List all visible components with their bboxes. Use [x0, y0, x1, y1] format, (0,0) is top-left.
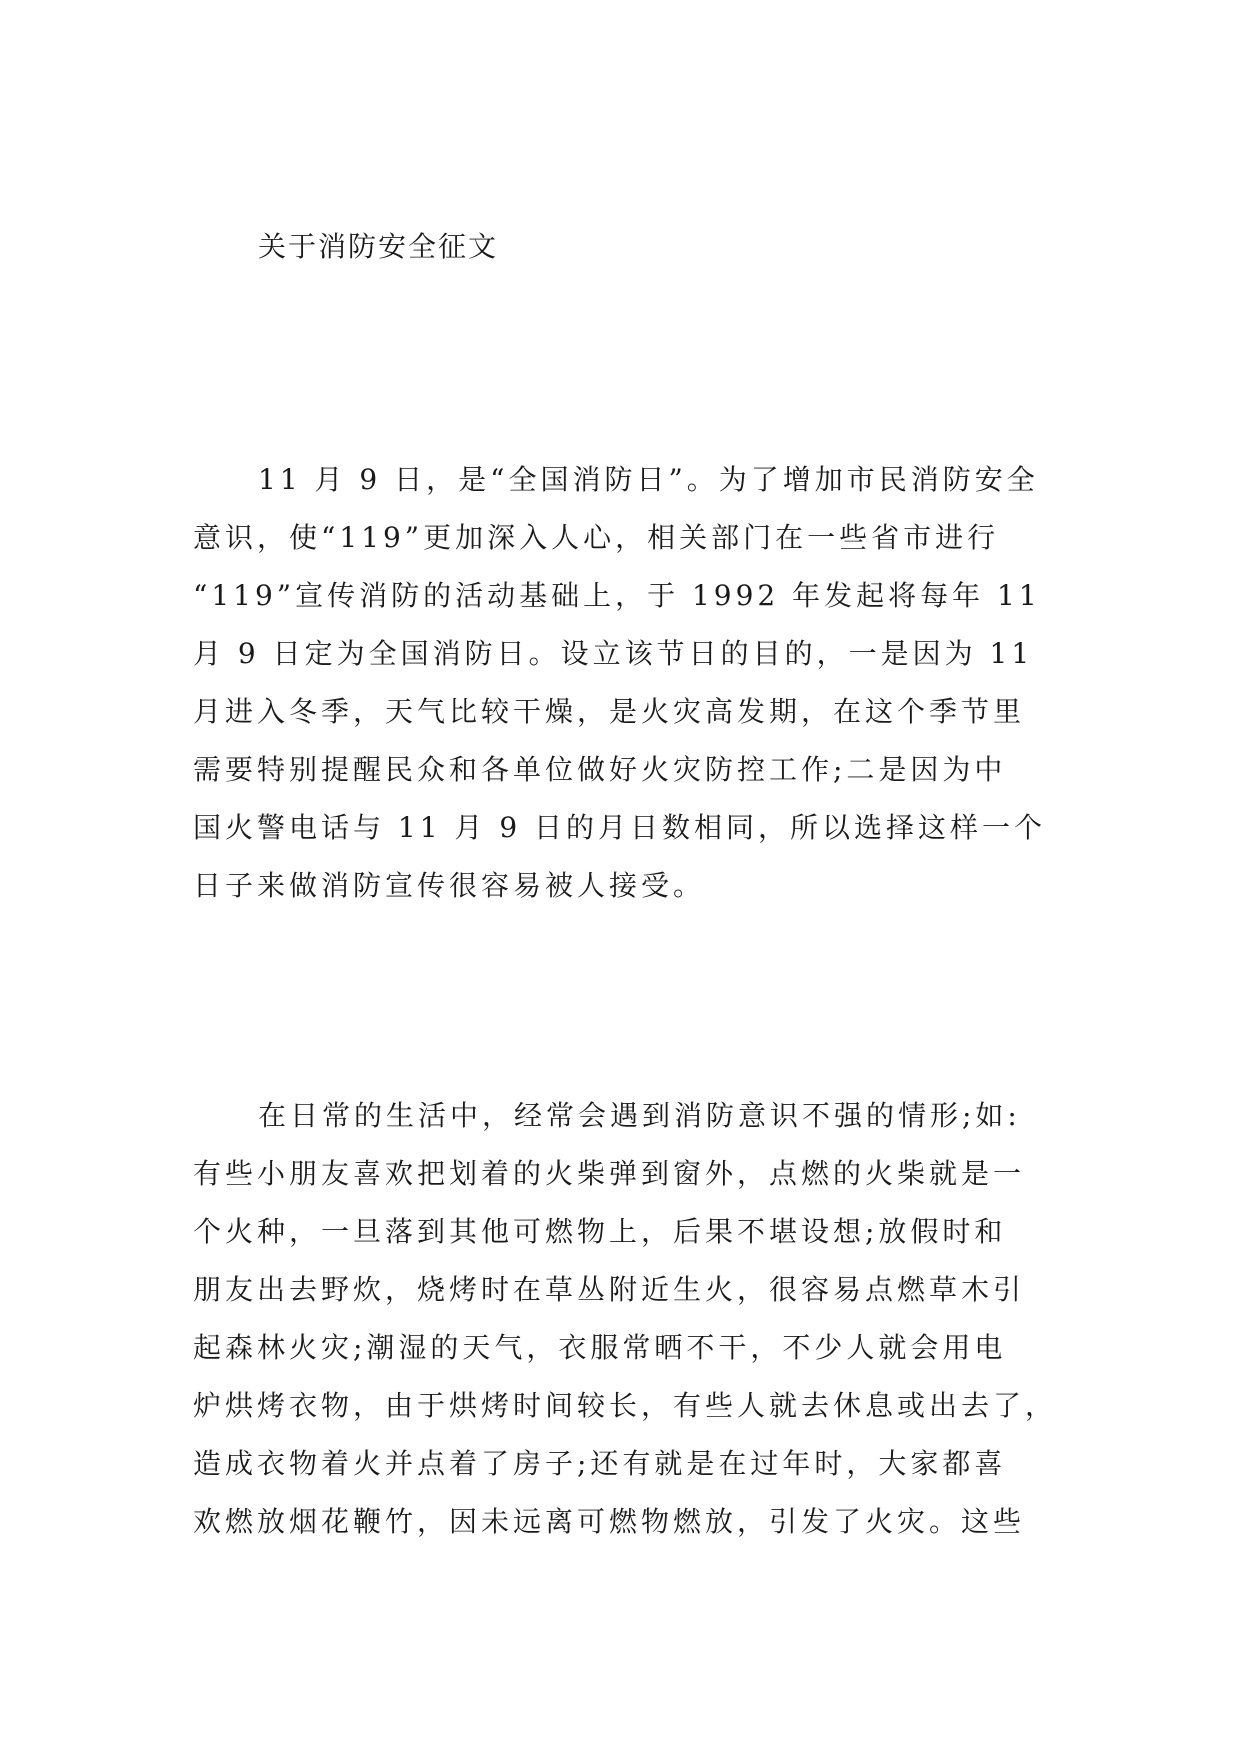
paragraph-line: 月 9 日定为全国消防日。设立该节日的目的，一是因为 11: [193, 637, 1034, 670]
paragraph-line: 朋友出去野炊，烧烤时在草丛附近生火，很容易点燃草木引: [193, 1273, 1026, 1306]
paragraph-line: 有些小朋友喜欢把划着的火柴弹到窗外，点燃的火柴就是一: [193, 1157, 1026, 1190]
paragraph-line: 国火警电话与 11 月 9 日的月日数相同，所以选择这样一个: [193, 811, 1047, 844]
paragraph-line: 起森林火灾;潮湿的天气，衣服常晒不干，不少人就会用电: [193, 1331, 1007, 1364]
paragraph-daily-life-hazards: [193, 1087, 1073, 1551]
paragraph-line: 月进入冬季，天气比较干燥，是火灾高发期，在这个季节里: [193, 695, 1026, 728]
paragraph-line: 11 月 9 日，是“全国消防日”。为了增加市民消防安全: [258, 463, 1039, 496]
paragraph-line: 炉烘烤衣物，由于烘烤时间较长，有些人就去休息或出去了，: [193, 1389, 1058, 1422]
paragraph-line: 个火种，一旦落到其他可燃物上，后果不堪设想;放假时和: [193, 1215, 1007, 1248]
document-title: 关于消防安全征文: [258, 230, 499, 263]
paragraph-line: 造成衣物着火并点着了房子;还有就是在过年时，大家都喜: [193, 1447, 1007, 1480]
paragraph-national-fire-day: [193, 451, 1073, 915]
paragraph-line: 意识，使“119”更加深入人心，相关部门在一些省市进行: [193, 521, 1000, 554]
paragraph-line: 在日常的生活中，经常会遇到消防意识不强的情形;如:: [258, 1099, 1021, 1132]
paragraph-line: 需要特别提醒民众和各单位做好火灾防控工作;二是因为中: [193, 753, 1007, 786]
paragraph-line: 日子来做消防宣传很容易被人接受。: [193, 869, 706, 902]
paragraph-line: 欢燃放烟花鞭竹，因未远离可燃物燃放，引发了火灾。这些: [193, 1505, 1026, 1538]
paragraph-line: “119”宣传消防的活动基础上，于 1992 年发起将每年 11: [193, 579, 1041, 612]
